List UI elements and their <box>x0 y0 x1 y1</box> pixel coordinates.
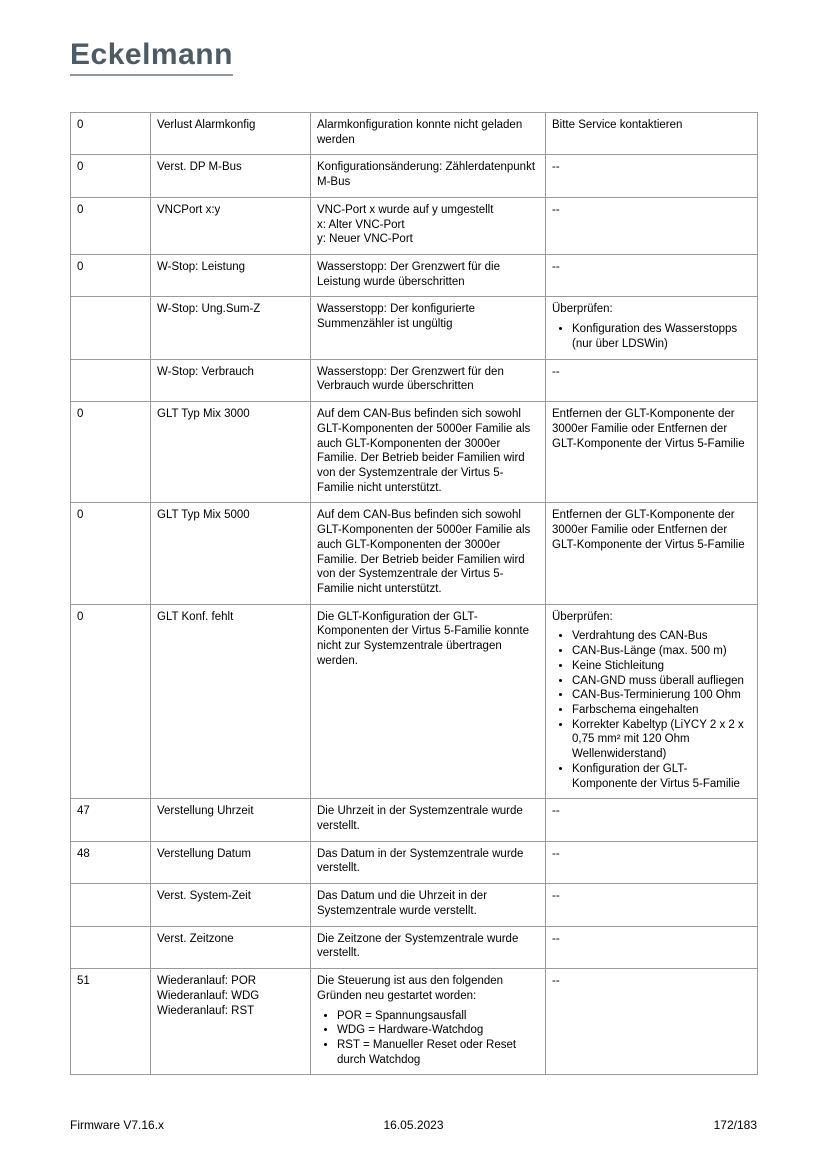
bullet-item: • Verdrahtung des CAN-Bus <box>572 629 751 644</box>
cell-text: GLT Typ Mix 3000 <box>157 408 250 421</box>
table-cell-remedy <box>546 884 758 926</box>
table-cell-remedy <box>546 969 758 1075</box>
cell-text: 0 <box>77 161 84 174</box>
table-cell-code <box>71 926 151 968</box>
cell-text: x: Alter VNC-Port <box>317 218 405 231</box>
table-cell-remedy <box>546 155 758 197</box>
page-footer <box>70 1118 757 1132</box>
table-row <box>71 197 758 254</box>
table-cell-description <box>311 503 546 604</box>
cell-text: -- <box>552 847 560 860</box>
table-cell-remedy <box>546 604 758 799</box>
table-cell-code <box>71 841 151 883</box>
cell-text: Wiederanlauf: WDG <box>157 989 260 1002</box>
table-cell-code <box>71 113 151 155</box>
table-row <box>71 155 758 197</box>
table-cell-name <box>151 926 311 968</box>
cell-text: GLT Typ Mix 5000 <box>157 509 250 522</box>
alarm-table-body <box>71 113 758 1075</box>
cell-text: Das Datum in der Systemzentrale wurde verstellt. <box>317 847 524 875</box>
cell-text: Verst. Zeitzone <box>157 932 234 945</box>
table-cell-name <box>151 841 311 883</box>
table-cell-description <box>311 255 546 297</box>
cell-text: VNC-Port x wurde auf y umgestellt <box>317 203 494 216</box>
table-cell-description <box>311 604 546 799</box>
table-row <box>71 113 758 155</box>
cell-text: -- <box>552 932 560 945</box>
cell-text: Wasserstopp: Der konfigurierte Summenzähler ist ungültig <box>317 303 476 331</box>
cell-text: Wasserstopp: Der Grenzwert für den Verbrauch wurde überschritten <box>317 365 504 393</box>
cell-text: Verstellung Uhrzeit <box>157 805 254 818</box>
table-cell-remedy <box>546 297 758 359</box>
footer-date: 16.05.2023 <box>383 1118 444 1132</box>
table-cell-name <box>151 255 311 297</box>
cell-text: Verlust Alarmkonfig <box>157 119 256 131</box>
table-cell-remedy <box>546 926 758 968</box>
table-row <box>71 359 758 401</box>
cell-text: 0 <box>77 509 84 522</box>
table-cell-code <box>71 359 151 401</box>
table-cell-code <box>71 884 151 926</box>
table-cell-remedy <box>546 359 758 401</box>
cell-text: Überprüfen: <box>552 610 613 623</box>
eckelmann-logo: Eckelmann <box>70 38 233 76</box>
table-cell-name <box>151 297 311 359</box>
cell-text: -- <box>552 203 560 216</box>
bullet-item: • Konfiguration der GLT-Komponente der Virtus 5-Familie <box>572 762 751 791</box>
table-row <box>71 926 758 968</box>
cell-text: Wasserstopp: Der Grenzwert für die Leistung wurde überschritten <box>317 261 500 288</box>
table-cell-description <box>311 841 546 883</box>
table-row <box>71 255 758 297</box>
cell-text: Bitte Service kontaktieren <box>552 119 683 131</box>
cell-text: Wiederanlauf: RST <box>157 1004 255 1017</box>
cell-text: 0 <box>77 203 84 216</box>
bullet-list <box>552 629 751 791</box>
cell-text: Überprüfen: <box>552 303 613 316</box>
cell-text: 51 <box>77 975 90 988</box>
table-cell-name <box>151 799 311 841</box>
table-cell-code <box>71 503 151 604</box>
table-cell-code <box>71 969 151 1075</box>
cell-text: Verst. System-Zeit <box>157 890 251 903</box>
table-cell-name <box>151 969 311 1075</box>
cell-text: Die Steuerung ist aus den folgenden Gründen neu gestartet worden: <box>317 975 504 1002</box>
cell-text: Auf dem CAN-Bus befinden sich sowohl GLT-Komponenten der 5000er Familie als auch GLT-Komponenten der 3000er Familie. Der Betrieb beider Familien wird von der Systemzentrale der Virtus 5-Familie nicht unterstützt. <box>317 408 531 494</box>
bullet-item: • CAN-GND muss überall aufliegen <box>572 674 751 689</box>
cell-text: Die GLT-Konfiguration der GLT-Komponenten der Virtus 5-Familie konnte nicht zur Systemzentrale übertragen werden. <box>317 610 530 667</box>
table-cell-name <box>151 884 311 926</box>
cell-text: 0 <box>77 261 84 274</box>
cell-text: -- <box>552 261 560 274</box>
cell-text: GLT Konf. fehlt <box>157 610 234 623</box>
table-cell-code <box>71 155 151 197</box>
bullet-item: • POR = Spannungsausfall <box>337 1009 539 1024</box>
cell-text: 0 <box>77 119 84 131</box>
table-cell-remedy <box>546 503 758 604</box>
bullet-item: • Korrekter Kabeltyp (LiYCY 2 x 2 x 0,75 mm² mit 120 Ohm Wellenwiderstand) <box>572 718 751 762</box>
footer-page-number: 172/183 <box>713 1118 757 1132</box>
table-cell-description <box>311 884 546 926</box>
table-cell-description <box>311 799 546 841</box>
table-cell-description <box>311 926 546 968</box>
table-cell-remedy <box>546 402 758 503</box>
cell-text: Das Datum und die Uhrzeit in der Systemzentrale wurde verstellt. <box>317 890 488 917</box>
table-cell-name <box>151 197 311 254</box>
table-cell-name <box>151 402 311 503</box>
cell-text: -- <box>552 975 560 988</box>
table-cell-code <box>71 197 151 254</box>
table-cell-remedy <box>546 197 758 254</box>
table-row <box>71 297 758 359</box>
table-cell-name <box>151 359 311 401</box>
table-cell-name <box>151 503 311 604</box>
table-cell-description <box>311 113 546 155</box>
cell-text: VNCPort x:y <box>157 203 221 216</box>
bullet-item: • Keine Stichleitung <box>572 659 751 674</box>
table-cell-description <box>311 155 546 197</box>
table-cell-code <box>71 255 151 297</box>
bullet-item: • Farbschema eingehalten <box>572 703 751 718</box>
cell-text: W-Stop: Leistung <box>157 261 246 274</box>
cell-text: -- <box>552 805 560 818</box>
table-cell-remedy <box>546 799 758 841</box>
cell-text: 0 <box>77 610 84 623</box>
table-cell-description <box>311 297 546 359</box>
bullet-item: • RST = Manueller Reset oder Reset durch Watchdog <box>337 1038 539 1067</box>
bullet-item: • Konfiguration des Wasserstopps (nur über LDSWin) <box>572 322 751 351</box>
cell-text: 0 <box>77 408 84 421</box>
table-cell-code <box>71 297 151 359</box>
cell-text: y: Neuer VNC-Port <box>317 233 413 246</box>
table-row <box>71 604 758 799</box>
table-cell-name <box>151 113 311 155</box>
table-cell-name <box>151 155 311 197</box>
cell-text: Alarmkonfiguration konnte nicht geladen werden <box>317 119 523 146</box>
cell-text: Die Uhrzeit in der Systemzentrale wurde verstellt. <box>317 805 523 833</box>
table-row <box>71 884 758 926</box>
table-cell-name <box>151 604 311 799</box>
alarm-message-table <box>70 112 758 1075</box>
table-cell-description <box>311 402 546 503</box>
footer-firmware-version: Firmware V7.16.x <box>70 1118 165 1132</box>
cell-text: 48 <box>77 847 90 860</box>
cell-text: 47 <box>77 805 90 818</box>
table-cell-description <box>311 197 546 254</box>
cell-text: W-Stop: Verbrauch <box>157 365 254 378</box>
cell-text: Konfigurationsänderung: Zählerdatenpunkt M-Bus <box>317 161 536 189</box>
bullet-list <box>317 1009 539 1068</box>
table-cell-description <box>311 969 546 1075</box>
table-cell-description <box>311 359 546 401</box>
table-cell-remedy <box>546 255 758 297</box>
table-row <box>71 799 758 841</box>
table-cell-code <box>71 402 151 503</box>
table-cell-remedy <box>546 841 758 883</box>
cell-text: Verstellung Datum <box>157 847 251 860</box>
cell-text: Wiederanlauf: POR <box>157 975 257 988</box>
cell-text: Entfernen der GLT-Komponente der 3000er Familie oder Entfernen der GLT-Komponente der Virtus 5-Familie <box>552 408 745 450</box>
cell-text: Auf dem CAN-Bus befinden sich sowohl GLT-Komponenten der 5000er Familie als auch GLT-Komponenten der 3000er Familie. Der Betrieb beider Familien wird von der Systemzentrale der Virtus 5-Familie nicht unterstützt. <box>317 509 531 595</box>
bullet-list <box>552 322 751 351</box>
cell-text: -- <box>552 365 560 378</box>
bullet-item: • WDG = Hardware-Watchdog <box>337 1023 539 1038</box>
cell-text: -- <box>552 890 560 903</box>
cell-text: Entfernen der GLT-Komponente der 3000er Familie oder Entfernen der GLT-Komponente der Virtus 5-Familie <box>552 509 745 551</box>
cell-text: Die Zeitzone der Systemzentrale wurde verstellt. <box>317 932 519 960</box>
table-row <box>71 841 758 883</box>
cell-text: W-Stop: Ung.Sum-Z <box>157 303 261 316</box>
cell-text: -- <box>552 161 560 174</box>
table-cell-code <box>71 604 151 799</box>
table-cell-remedy <box>546 113 758 155</box>
table-cell-code <box>71 799 151 841</box>
bullet-item: • CAN-Bus-Terminierung 100 Ohm <box>572 688 751 703</box>
table-row <box>71 969 758 1075</box>
table-row <box>71 402 758 503</box>
table-row <box>71 503 758 604</box>
cell-text: Verst. DP M-Bus <box>157 161 242 174</box>
bullet-item: • CAN-Bus-Länge (max. 500 m) <box>572 644 751 659</box>
